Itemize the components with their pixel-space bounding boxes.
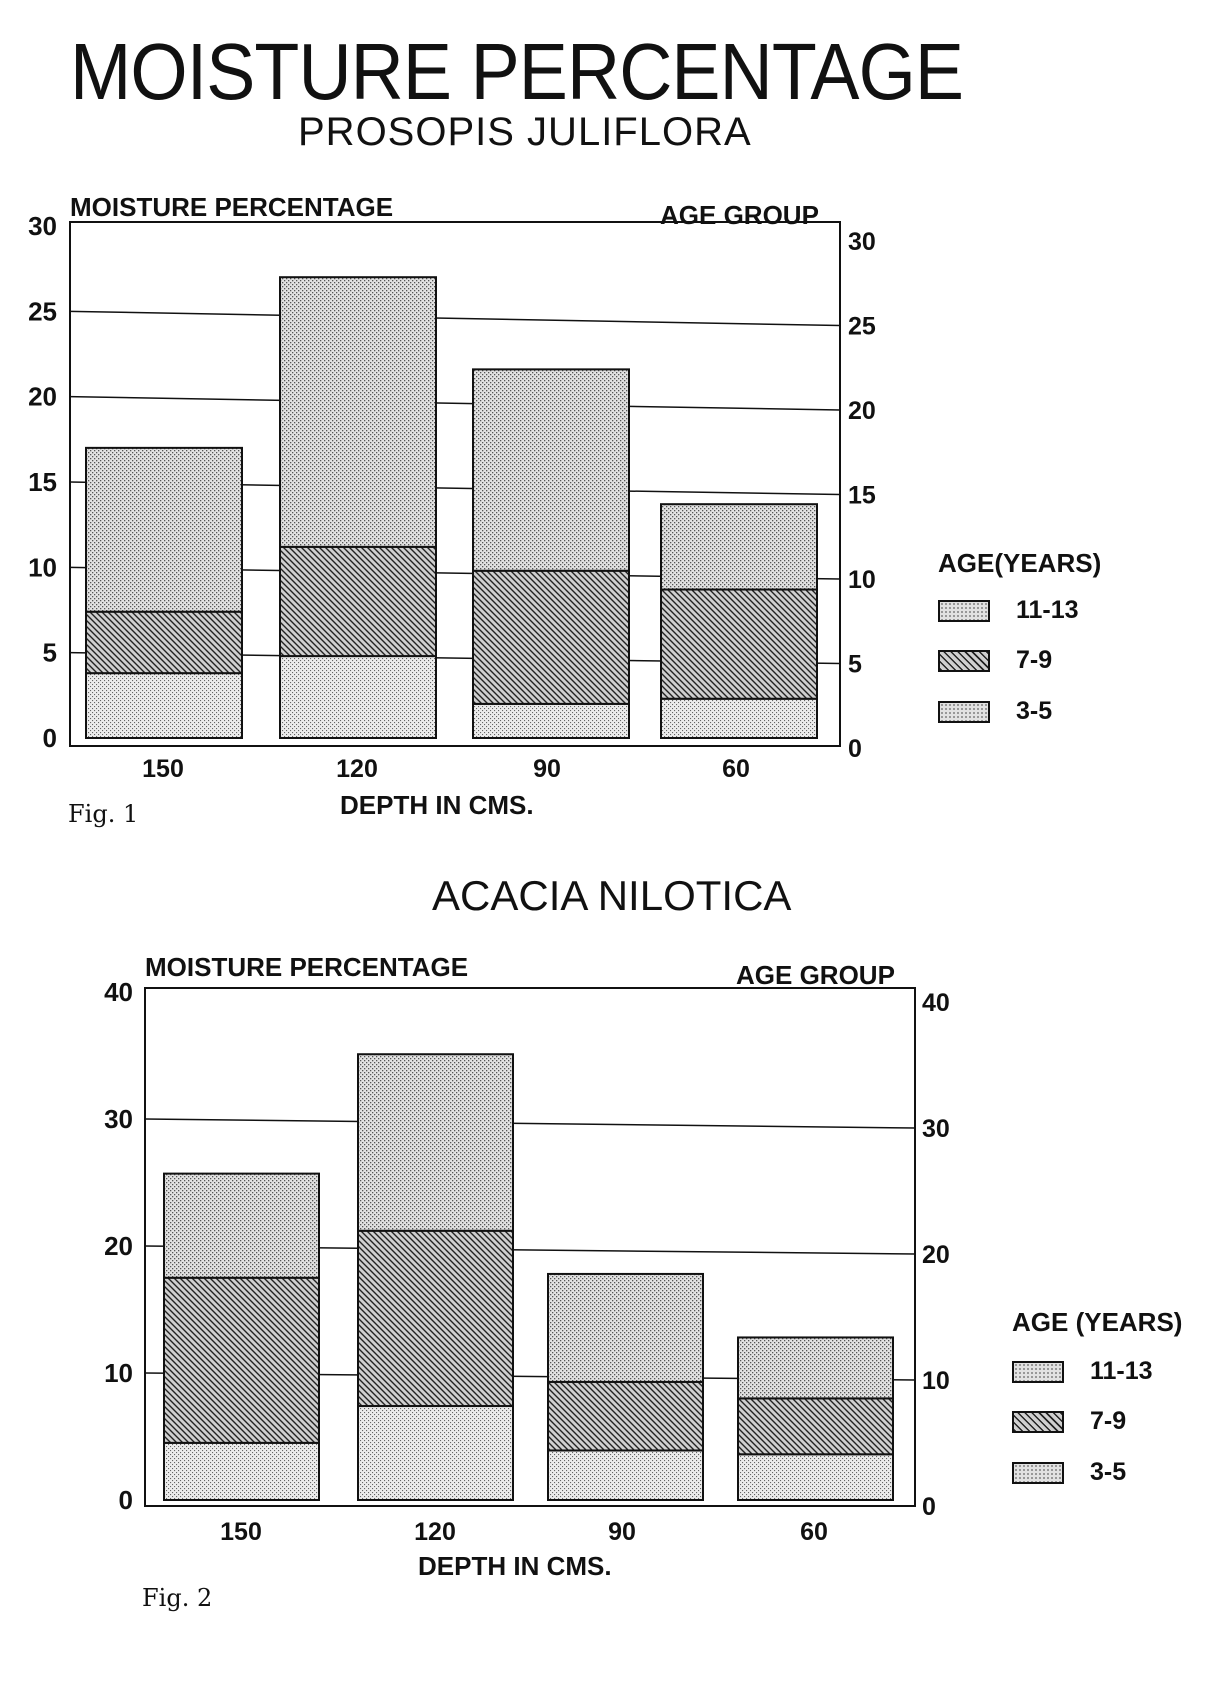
bar-segment-3-5-60 xyxy=(738,1454,893,1500)
y-tick-label-right: 0 xyxy=(848,735,862,763)
chart-1-legend-title: AGE(YEARS) xyxy=(938,548,1102,578)
bar-segment-7-9-120 xyxy=(280,547,436,656)
chart-1 xyxy=(28,211,876,783)
bar-segment-3-5-90 xyxy=(548,1450,703,1500)
y-tick-label-left: 10 xyxy=(28,552,57,583)
y-tick-label-right: 20 xyxy=(848,397,876,425)
legend-label: 3-5 xyxy=(1016,697,1053,725)
chart-1-ylabel: MOISTURE PERCENTAGE xyxy=(70,192,394,222)
bar-segment-3-5-150 xyxy=(164,1443,319,1500)
chart-1-title: PROSOPIS JULIFLORA xyxy=(298,110,752,154)
chart-1-fig-label: Fig. 1 xyxy=(68,800,139,828)
y-tick-label-right: 10 xyxy=(922,1367,950,1395)
legend-label: 11-13 xyxy=(1016,596,1079,624)
chart-2 xyxy=(104,977,950,1546)
x-tick-label: 120 xyxy=(414,1518,456,1546)
bar-segment-7-9-150 xyxy=(86,612,242,673)
legend-label: 7-9 xyxy=(1090,1407,1127,1435)
y-tick-label-left: 20 xyxy=(28,381,57,412)
bar-segment-11-13-120 xyxy=(280,277,436,547)
x-tick-label: 120 xyxy=(336,755,378,783)
y-tick-label-left: 20 xyxy=(104,1231,133,1261)
bar-segment-11-13-90 xyxy=(473,369,629,570)
legend-label: 11-13 xyxy=(1090,1357,1153,1385)
y-tick-label-left: 0 xyxy=(42,723,57,753)
page-title: MOISTURE PERCENTAGE xyxy=(70,27,964,116)
bar-segment-7-9-120 xyxy=(358,1231,513,1406)
bar-segment-11-13-60 xyxy=(738,1337,893,1398)
y-tick-label-right: 10 xyxy=(848,566,876,594)
bar-segment-7-9-60 xyxy=(738,1398,893,1454)
y-tick-label-right: 25 xyxy=(848,312,876,341)
y-tick-label-left: 40 xyxy=(104,977,133,1007)
bar-segment-7-9-90 xyxy=(473,571,629,704)
y-tick-label-right: 5 xyxy=(848,650,862,679)
y-tick-label-left: 15 xyxy=(28,467,57,497)
chart-2-right-label: AGE GROUP xyxy=(736,960,895,990)
bar-segment-11-13-90 xyxy=(548,1274,703,1382)
y-tick-label-left: 10 xyxy=(104,1358,133,1388)
y-tick-label-left: 25 xyxy=(28,296,57,327)
bar-segment-11-13-60 xyxy=(661,504,817,589)
gridline xyxy=(145,1119,915,1128)
x-tick-label: 90 xyxy=(608,1518,636,1546)
bar-segment-3-5-120 xyxy=(358,1406,513,1500)
chart-2-xlabel: DEPTH IN CMS. xyxy=(418,1551,612,1581)
bar-segment-3-5-120 xyxy=(280,656,436,738)
y-tick-label-right: 30 xyxy=(848,228,876,256)
bar-segment-3-5-90 xyxy=(473,704,629,738)
chart-1-right-label: AGE GROUP xyxy=(660,200,819,230)
bar-segment-7-9-150 xyxy=(164,1278,319,1443)
chart-2-fig-label: Fig. 2 xyxy=(142,1584,213,1612)
bar-segment-11-13-120 xyxy=(358,1054,513,1231)
chart-2-ylabel: MOISTURE PERCENTAGE xyxy=(145,952,469,982)
bar-segment-3-5-60 xyxy=(661,699,817,738)
y-tick-label-right: 0 xyxy=(922,1493,936,1521)
x-tick-label: 150 xyxy=(142,755,184,783)
y-tick-label-right: 40 xyxy=(922,989,950,1017)
y-tick-label-right: 20 xyxy=(922,1241,950,1269)
bar-segment-7-9-60 xyxy=(661,590,817,699)
gridline xyxy=(70,311,840,325)
x-tick-label: 60 xyxy=(722,755,750,783)
chart-1-xlabel: DEPTH IN CMS. xyxy=(340,790,534,820)
y-tick-label-left: 30 xyxy=(28,211,57,241)
legend-label: 7-9 xyxy=(1016,646,1053,674)
bar-segment-11-13-150 xyxy=(164,1174,319,1278)
y-tick-label-left: 0 xyxy=(118,1485,133,1515)
legend-label: 3-5 xyxy=(1090,1458,1127,1486)
x-tick-label: 60 xyxy=(800,1518,828,1546)
y-tick-label-right: 15 xyxy=(848,481,876,510)
chart-2-title: ACACIA NILOTICA xyxy=(432,872,792,919)
y-tick-label-left: 30 xyxy=(104,1104,133,1134)
bar-segment-7-9-90 xyxy=(548,1382,703,1451)
bar-segment-3-5-150 xyxy=(86,673,242,738)
x-tick-label: 150 xyxy=(220,1518,262,1546)
x-tick-label: 90 xyxy=(533,755,561,783)
chart-2-legend-title: AGE (YEARS) xyxy=(1012,1307,1183,1337)
y-tick-label-right: 30 xyxy=(922,1115,950,1143)
bar-segment-11-13-150 xyxy=(86,448,242,612)
gridline xyxy=(70,397,840,410)
y-tick-label-left: 5 xyxy=(42,637,57,668)
